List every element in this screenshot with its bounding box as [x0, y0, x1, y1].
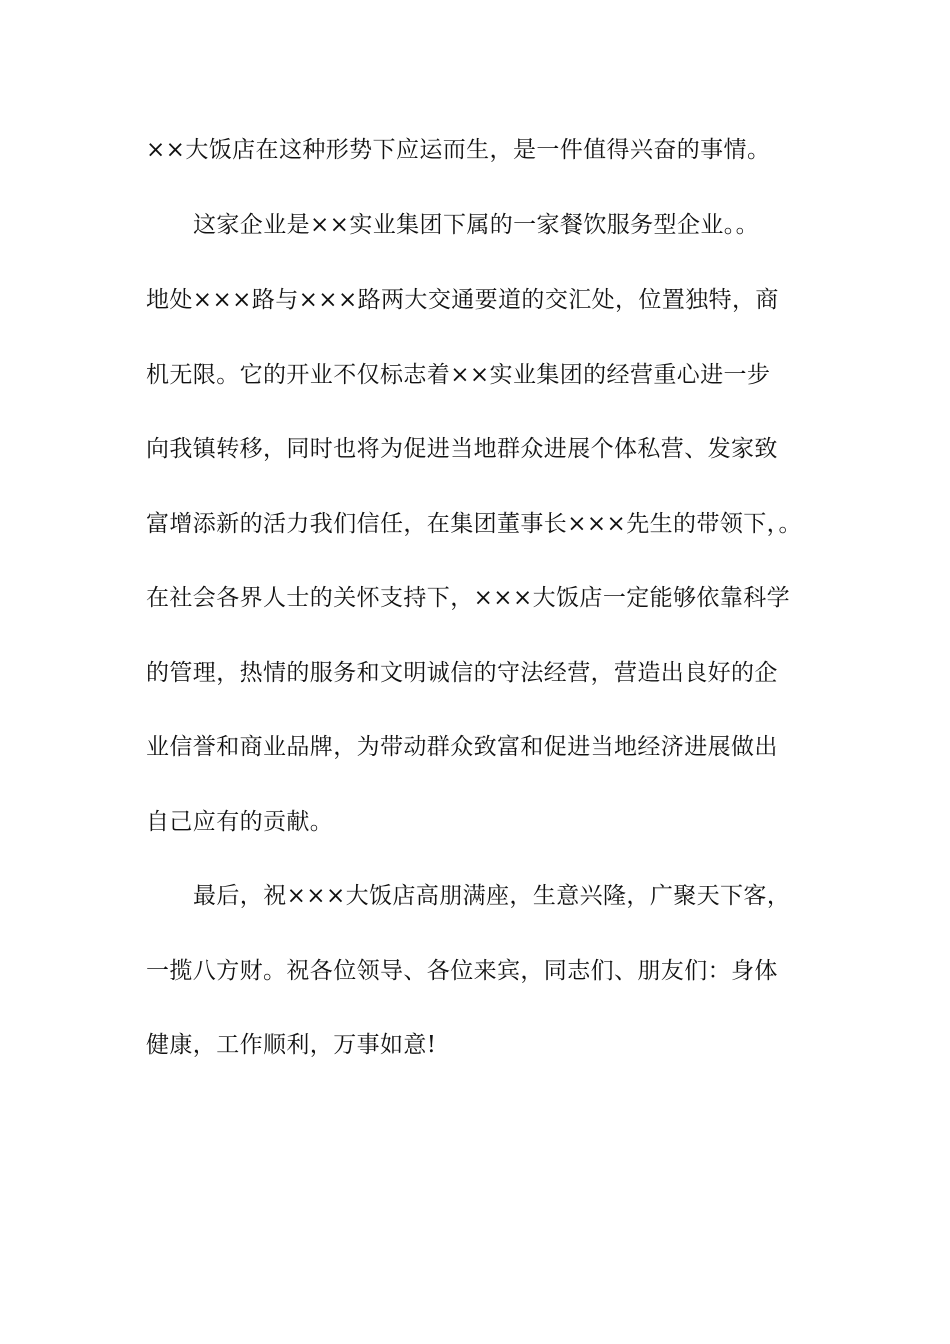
text-line-4: 机无限。它的开业不仅标志着××实业集团的经营重心进一步	[146, 362, 771, 388]
text-line-12: 一揽八方财。祝各位领导、各位来宾，同志们、朋友们：身体	[146, 958, 778, 984]
text-line-1: ××大饭店在这种形势下应运而生，是一件值得兴奋的事情。	[146, 137, 771, 163]
text-line-9: 业信誉和商业品牌，为带动群众致富和促进当地经济进展做出	[146, 734, 778, 760]
text-line-7: 在社会各界人士的关怀支持下，×××大饭店一定能够依靠科学	[146, 585, 791, 611]
text-line-6: 富增添新的活力我们信任，在集团董事长×××先生的带领下，。	[146, 511, 802, 537]
text-line-11-paragraph-start: 最后，祝×××大饭店高朋满座，生意兴隆，广聚天下客，	[193, 883, 791, 909]
text-line-10: 自己应有的贡献。	[146, 809, 334, 835]
text-line-8: 的管理，热情的服务和文明诚信的守法经营，营造出良好的企	[146, 660, 778, 686]
text-line-13: 健康，工作顺利，万事如意!	[146, 1032, 437, 1058]
text-line-5: 向我镇转移，同时也将为促进当地群众进展个体私营、发家致	[146, 436, 778, 462]
text-line-2-paragraph-start: 这家企业是××实业集团下属的一家餐饮服务型企业。。	[193, 212, 760, 238]
text-line-3: 地处×××路与×××路两大交通要道的交汇处，位置独特，商	[146, 287, 779, 313]
